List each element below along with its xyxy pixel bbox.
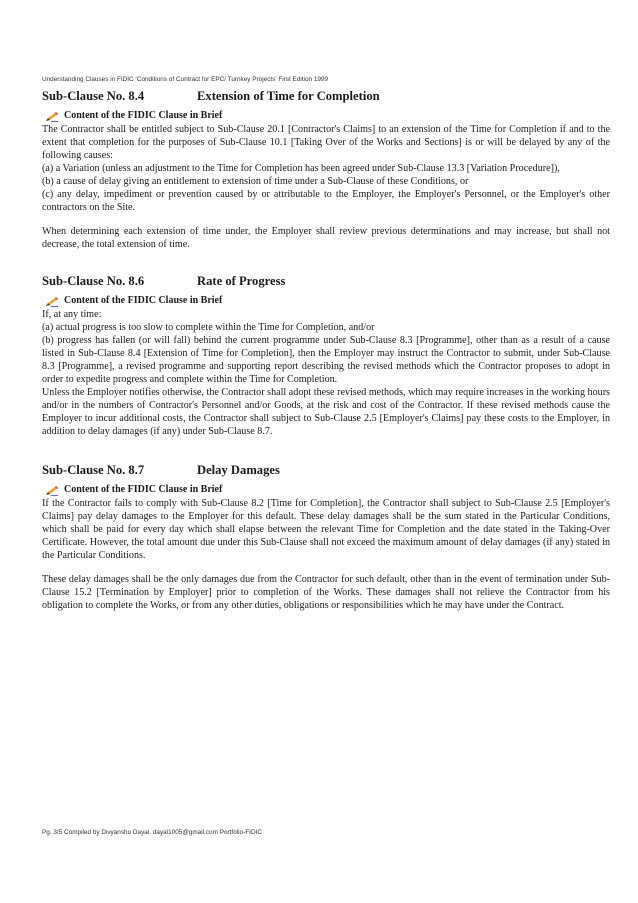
paragraph: Unless the Employer notifies otherwise, the Contractor shall adopt these revised methods, which may require increases in the working hours and/or in the numbers of Contractor's Personnel and/or Goods, at the risk and cost of the Contractor. If these revised methods cause the Employer to incur additional costs, the Contractor shall subject to Sub-Clause 2.5 [Employer's Claims] pay these costs to the Employer, in addition to delay damages (if any) under Sub-Clause 8.7. <box>42 387 610 437</box>
pencil-icon <box>45 111 59 122</box>
section-8-6 <box>42 273 610 438</box>
clause-title: Rate of Progress <box>197 274 286 288</box>
pencil-icon <box>45 485 59 496</box>
subheading-text: Content of the FIDIC Clause in Brief <box>64 484 223 495</box>
clause-number: Sub-Clause No. 8.4 <box>42 89 145 103</box>
paragraph: (c) any delay, impediment or prevention caused by or attributable to the Employer, the Employer's Personnel, or the Employer's other contractors on the Site. <box>42 189 610 213</box>
subheading-text: Content of the FIDIC Clause in Brief <box>64 295 223 306</box>
clause-number: Sub-Clause No. 8.6 <box>42 274 145 288</box>
pencil-icon <box>45 296 59 307</box>
paragraph: If, at any time: <box>42 309 102 320</box>
document-body <box>42 88 610 612</box>
clause-subheading <box>42 109 610 123</box>
clause-title: Extension of Time for Completion <box>197 89 380 103</box>
paragraph: (a) actual progress is too slow to complete within the Time for Completion, and/or <box>42 322 375 333</box>
clause-subheading <box>42 294 610 308</box>
section-8-7 <box>42 462 610 612</box>
paragraph: These delay damages shall be the only damages due from the Contractor for such default, other than in the event of termination under Sub-Clause 15.2 [Termination by Employer] prior to completion of the Works. These damages shall not relieve the Contractor from his obligation to complete the Works, or from any other duties, obligations or responsibilities which he may have under the Contract. <box>42 574 610 611</box>
clause-heading <box>42 88 610 105</box>
clause-heading <box>42 462 610 479</box>
paragraph: (a) a Variation (unless an adjustment to the Time for Completion has been agreed under Sub-Clause 13.3 [Variation Procedure]), <box>42 163 560 174</box>
clause-title: Delay Damages <box>197 463 280 477</box>
paragraph: (b) progress has fallen (or will fall) behind the current programme under Sub-Clause 8.3 [Programme], other than as a result of a cause listed in Sub-Clause 8.4 [Extension of Time for Completion], then the Employer may instruct the Contractor to submit, under Sub-Clause 8.3 [Programme], a revised programme and supporting report describing the revised methods which the Contractor proposes to adopt in order to expedite progress and complete within the Time for Completion. <box>42 335 610 385</box>
clause-subheading <box>42 483 610 497</box>
paragraph: The Contractor shall be entitled subject to Sub-Clause 20.1 [Contractor's Claims] to an extension of the Time for Completion if and to the extent that completion for the purposes of Sub-Clause 10.1 [Taking Over of the Works and Sections] is or will be delayed by any of the following causes: <box>42 124 610 161</box>
paragraph: If the Contractor fails to comply with Sub-Clause 8.2 [Time for Completion], the Contractor shall subject to Sub-Clause 2.5 [Employer's Claims] pay delay damages to the Employer for this default. These delay damages shall be the sum stated in the Particular Conditions, which shall be paid for every day which shall elapse between the relevant Time for Completion and the date stated in the Taking-Over Certificate. However, the total amount due under this Sub-Clause shall not exceed the maximum amount of delay damages (if any) stated in the Particular Conditions. <box>42 498 610 561</box>
subheading-text: Content of the FIDIC Clause in Brief <box>64 110 223 121</box>
clause-number: Sub-Clause No. 8.7 <box>42 463 145 477</box>
paragraph: When determining each extension of time under, the Employer shall review previous determinations and may increase, but shall not decrease, the total extension of time. <box>42 226 610 250</box>
clause-heading <box>42 273 610 290</box>
section-8-4 <box>42 88 610 251</box>
page-footer: Pg. 3/5 Compiled by Divyanshu Dayal. dayal1005@gmail.com Portfolio-FIDIC <box>42 829 262 836</box>
running-header: Understanding Clauses in FIDIC ‘Conditions of Contract for EPC/ Turnkey Projects’ First Edition 1999 <box>42 76 329 83</box>
paragraph: (b) a cause of delay giving an entitlement to extension of time under a Sub-Clause of these Conditions, or <box>42 176 469 187</box>
